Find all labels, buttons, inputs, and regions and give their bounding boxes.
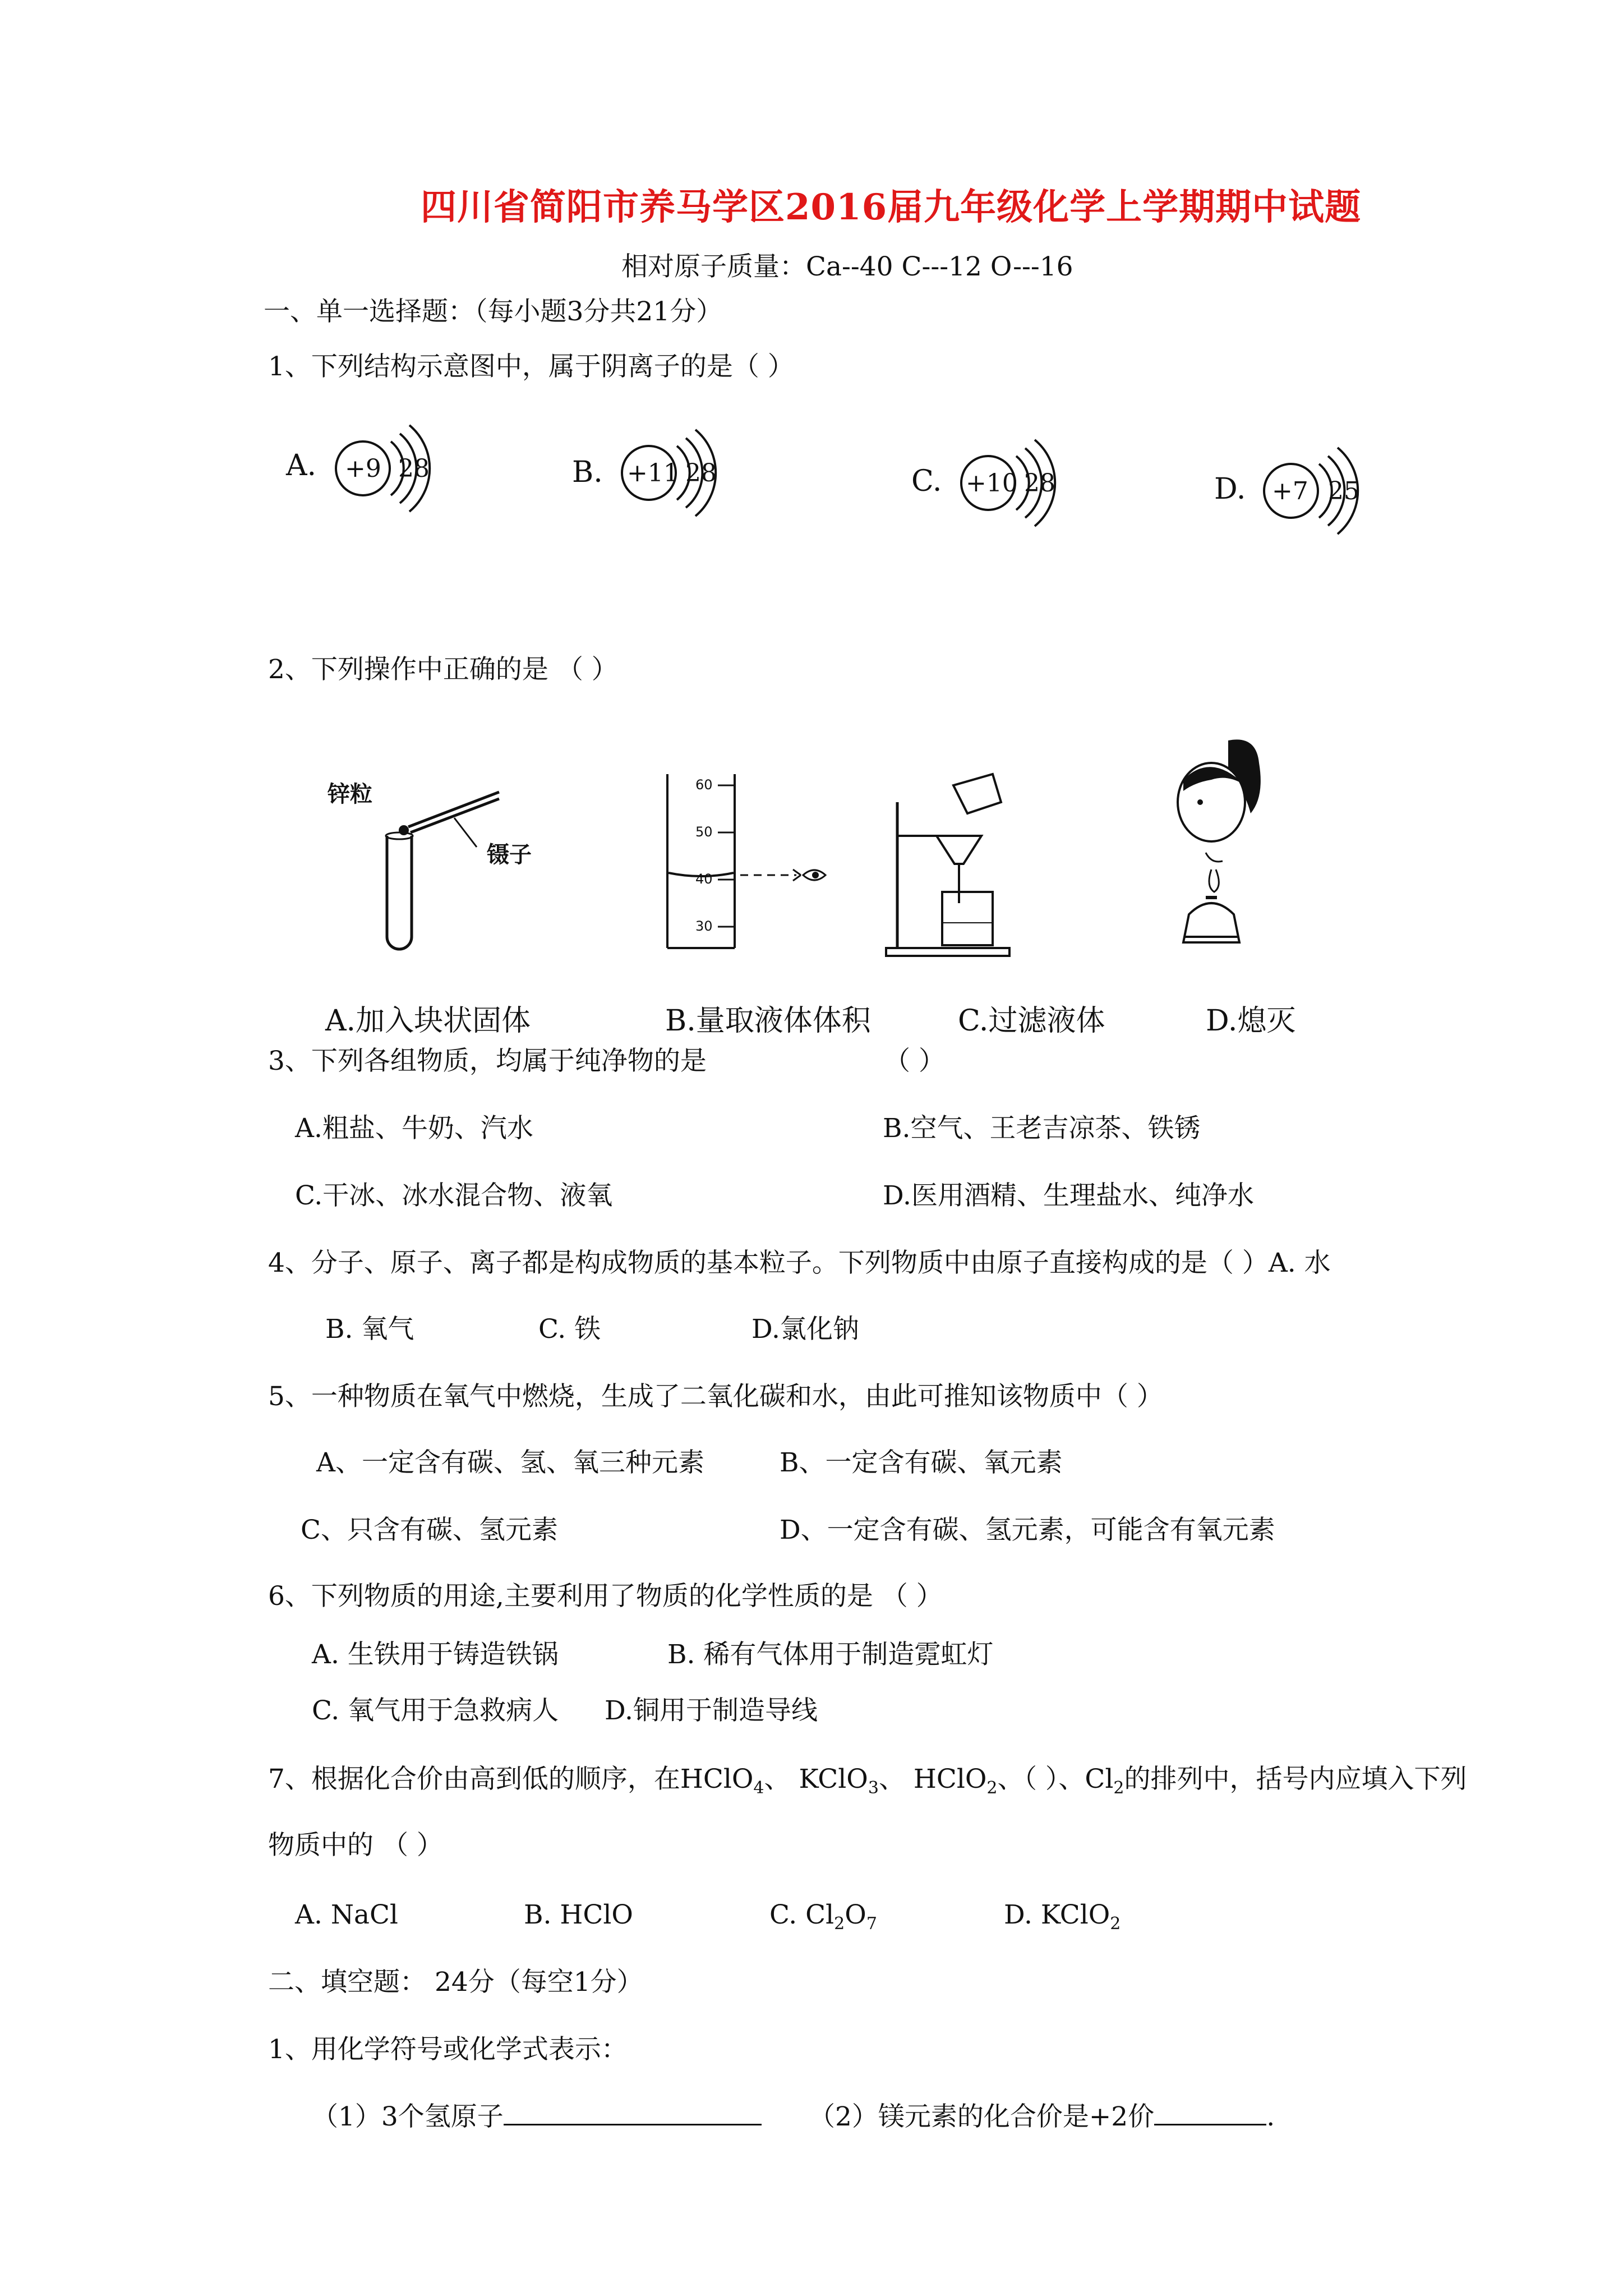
q2-fig-b-cylinder bbox=[656, 769, 836, 959]
q2-option-b: B.量取液体体积 bbox=[665, 1004, 871, 1038]
q2-fig-b-tick-40: 40 bbox=[695, 871, 713, 887]
q5-option-b: B、一定含有碳、氧元素 bbox=[780, 1447, 1063, 1478]
q6-option-b: B. 稀有气体用于制造霓虹灯 bbox=[667, 1639, 994, 1670]
q1-option-b-nucleus: +11 bbox=[627, 459, 679, 487]
fill-1-stem: 1、用化学符号或化学式表示： bbox=[268, 2034, 628, 2065]
fill-1-part-2: （2）镁元素的化合价是+2价 . bbox=[809, 2101, 1275, 2132]
q2-fig-b-tick-30: 30 bbox=[695, 918, 713, 934]
question-3-stem: 3、下列各组物质，均属于纯净物的是 bbox=[268, 1046, 707, 1076]
q5-option-a: A、一定含有碳、氢、氧三种元素 bbox=[316, 1447, 704, 1478]
q2-fig-d-extinguish bbox=[1144, 729, 1279, 965]
q7-option-c: C. $Cl_2O_7$ bbox=[769, 1899, 877, 1934]
question-1-stem: 1、下列结构示意图中，属于阴离子的是（ ） bbox=[268, 351, 794, 382]
q2-fig-a-label-zinc: 锌粒 bbox=[328, 781, 372, 807]
q1-option-d-label: D. bbox=[1214, 472, 1246, 506]
question-3-paren: （ ） bbox=[884, 1046, 945, 1076]
q3-option-d: D.医用酒精、生理盐水、纯净水 bbox=[883, 1180, 1254, 1211]
question-7-stem: 7、根据化合价由高到低的顺序，在HClO$_4$、 KClO$_3$、 HClO$_2$、（ ）、$Cl_2$的排列中，括号内应填入下列 bbox=[268, 1764, 1467, 1798]
q3-option-b: B.空气、王老吉凉茶、铁锈 bbox=[883, 1113, 1201, 1144]
q2-fig-a-label-tweezers: 镊子 bbox=[487, 842, 532, 868]
q1-option-d-nucleus: +7 bbox=[1272, 477, 1308, 505]
q3-option-a: A.粗盐、牛奶、汽水 bbox=[295, 1113, 533, 1144]
q1-option-c-shells: 28 bbox=[1024, 469, 1055, 498]
q2-fig-c-filtration bbox=[880, 763, 1026, 959]
section-1-heading: 一、单一选择题：（每小题3分共21分） bbox=[264, 296, 723, 327]
fill-1-part-1-blank[interactable] bbox=[504, 2101, 762, 2125]
q1-option-a-nucleus: +9 bbox=[345, 454, 381, 483]
q4-option-c: C. 铁 bbox=[538, 1314, 601, 1345]
q1-option-b-shells: 28 bbox=[685, 459, 717, 487]
atomic-mass-line: 相对原子质量：Ca--40 C---12 O---16 bbox=[621, 251, 1073, 282]
q2-fig-b-tick-50: 50 bbox=[695, 824, 713, 840]
q1-option-c-nucleus: +10 bbox=[966, 469, 1018, 498]
question-7-stem-line2: 物质中的 （ ） bbox=[268, 1830, 443, 1861]
q4-option-b: B. 氧气 bbox=[325, 1314, 414, 1345]
section-2-heading: 二、填空题： 24分（每空1分） bbox=[268, 1967, 643, 1998]
q1-option-a-shells: 28 bbox=[398, 454, 430, 483]
q2-option-a: A.加入块状固体 bbox=[325, 1004, 531, 1038]
q2-fig-b-tick-60: 60 bbox=[695, 777, 713, 793]
question-6-stem: 6、下列物质的用途,主要利用了物质的化学性质的是 （ ） bbox=[268, 1581, 943, 1612]
q6-option-c: C. 氧气用于急救病人 bbox=[312, 1695, 559, 1726]
q2-option-c: C.过滤液体 bbox=[958, 1004, 1105, 1038]
question-4-stem: 4、分子、原子、离子都是构成物质的基本粒子。下列物质中由原子直接构成的是（ ）A. 水 bbox=[268, 1248, 1331, 1278]
q5-option-d: D、一定含有碳、氢元素，可能含有氧元素 bbox=[780, 1515, 1275, 1545]
q4-option-d: D.氯化钠 bbox=[751, 1314, 859, 1345]
q1-option-b-label: B. bbox=[572, 455, 603, 489]
page-title: 四川省简阳市养马学区2016届九年级化学上学期期中试题 bbox=[421, 186, 1362, 228]
q1-option-a-label: A. bbox=[286, 449, 317, 482]
q6-option-d: D.铜用于制造导线 bbox=[605, 1695, 818, 1726]
q3-option-c: C.干冰、冰水混合物、液氧 bbox=[295, 1180, 613, 1211]
q1-option-d-shells: 25 bbox=[1328, 477, 1359, 505]
fill-1-part-2-blank[interactable] bbox=[1154, 2101, 1266, 2125]
q1-option-c-label: C. bbox=[911, 464, 942, 498]
question-5-stem: 5、一种物质在氧气中燃烧，生成了二氧化碳和水，由此可推知该物质中（ ） bbox=[268, 1381, 1163, 1412]
q5-option-c: C、只含有碳、氢元素 bbox=[301, 1515, 558, 1545]
q7-option-a: A. NaCl bbox=[295, 1899, 398, 1930]
question-2-stem: 2、下列操作中正确的是 （ ） bbox=[268, 654, 618, 685]
q6-option-a: A. 生铁用于铸造铁锅 bbox=[312, 1639, 559, 1670]
fill-1-part-1: （1）3个氢原子 bbox=[312, 2100, 762, 2134]
q2-option-d: D.熄灭 bbox=[1206, 1004, 1296, 1038]
q7-option-d: D. KClO$_2$ bbox=[1004, 1899, 1121, 1934]
q7-option-b: B. HClO bbox=[524, 1899, 633, 1930]
